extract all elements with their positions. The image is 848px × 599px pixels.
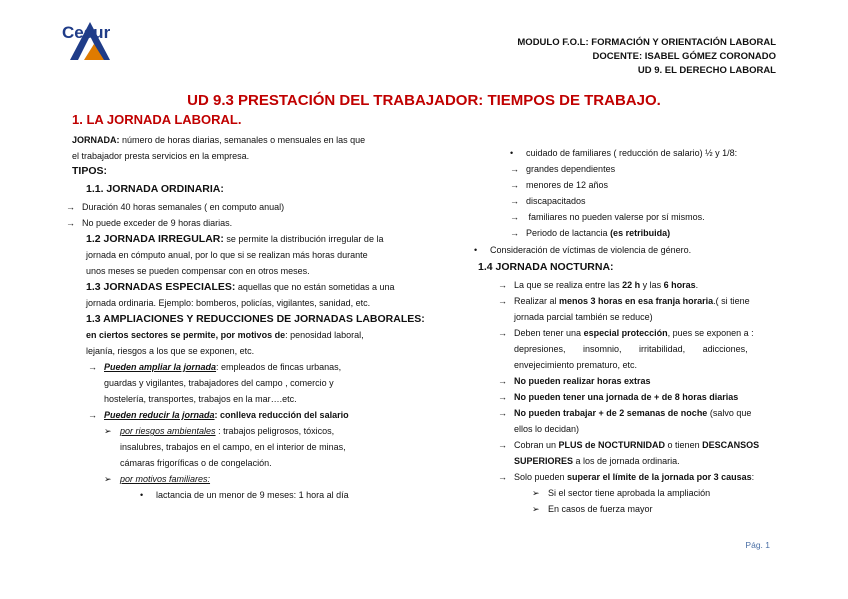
arrow-icon: → <box>510 164 519 174</box>
heading-1-1: 1.1. JORNADA ORDINARIA: <box>86 183 224 195</box>
motivos-line: en ciertos sectores se permite, por motivos de: penosidad laboral, <box>86 330 364 340</box>
text-line: hostelería, transportes, trabajos en la mar….etc. <box>104 394 297 404</box>
arrow-icon: → <box>498 472 507 482</box>
arrow-icon: → <box>498 440 507 450</box>
arrow-icon: → <box>498 296 507 306</box>
list-item: → Deben tener una especial protección, pues se exponen a : <box>498 325 754 341</box>
text-line: envejecimiento prematuro, etc. <box>514 360 638 370</box>
list-item: → No pueden trabajar + de 2 semanas de noche (salvo que <box>498 405 751 421</box>
bullet-icon: • <box>140 490 144 500</box>
arrow-icon: → <box>510 228 519 238</box>
list-item: → Periodo de lactancia (es retribuida) <box>510 225 670 241</box>
cuidado-item: • cuidado de familiares ( reducción de salario) ½ y 1/8: <box>510 145 737 161</box>
tipos-label: TIPOS: <box>72 165 108 177</box>
list-item: → No pueden tener una jornada de + de 8 horas diarias <box>498 389 738 405</box>
lactancia-item: • lactancia de un menor de 9 meses: 1 hora al día <box>140 487 349 503</box>
section-1-heading: 1. LA JORNADA LABORAL. <box>72 112 242 127</box>
bullet-icon: • <box>510 148 514 158</box>
arrow-icon: → <box>510 180 519 190</box>
heading-1-2: 1.2 JORNADA IRREGULAR: <box>86 233 224 245</box>
list-item: → Cobran un PLUS de NOCTURNIDAD o tienen DESCANSOS <box>498 437 759 453</box>
text-line: cámaras frigoríficas o de congelación. <box>120 458 272 468</box>
list-item: → menores de 12 años <box>510 177 608 193</box>
text-line: jornada ordinaria. Ejemplo: bomberos, policías, vigilantes, sanidad, etc. <box>86 298 371 308</box>
arrow-icon: → <box>498 408 507 418</box>
jornada-label: JORNADA: <box>72 135 120 145</box>
arrowhead-icon: ➢ <box>104 426 112 436</box>
heading-1-4: 1.4 JORNADA NOCTURNA: <box>478 261 614 273</box>
list-item: → Realizar al menos 3 horas en esa franja horaria.( si tiene <box>498 293 750 309</box>
list-item: → No pueden realizar horas extras <box>498 373 651 389</box>
arrowhead-icon: ➢ <box>532 488 540 498</box>
text-line: jornada en cómputo anual, por lo que si se realizan más horas durante <box>86 250 368 260</box>
text-line: insalubres, trabajos en el campo, en el interior de minas, <box>120 442 346 452</box>
arrow-icon: → <box>498 328 507 338</box>
arrow-icon: → <box>510 196 519 206</box>
header-unit: UD 9. EL DERECHO LABORAL <box>637 65 776 76</box>
list-item: → Solo pueden superar el límite de la jornada por 3 causas: <box>498 469 754 485</box>
text-line: guardas y vigilantes, trabajadores del campo , comercio y <box>104 378 334 388</box>
jornada-irregular: 1.2 JORNADA IRREGULAR: se permite la distribución irregular de la <box>86 233 384 245</box>
familiares-item: ➢ por motivos familiares: <box>104 471 210 487</box>
arrow-icon: → <box>66 202 75 212</box>
jornada-definition <box>72 132 365 148</box>
heading-1-3: 1.3 JORNADAS ESPECIALES: <box>86 281 236 293</box>
arrow-icon: → <box>498 392 507 402</box>
reducir-item: → Pueden reducir la jornada: conlleva reducción del salario <box>88 407 349 423</box>
cesur-logo <box>60 16 120 60</box>
list-item: ➢ En casos de fuerza mayor <box>532 501 653 517</box>
heading-1-3-ampliaciones: 1.3 AMPLIACIONES Y REDUCCIONES DE JORNADAS LABORALES: <box>86 313 425 325</box>
header-teacher: DOCENTE: ISABEL GÓMEZ CORONADO <box>592 51 776 62</box>
text-line: unos meses se pueden compensar con en otros meses. <box>86 266 310 276</box>
arrowhead-icon: ➢ <box>532 504 540 514</box>
header-module: MODULO F.O.L: FORMACIÓN Y ORIENTACIÓN LABORAL <box>517 37 776 48</box>
list-item: → La que se realiza entre las 22 h y las 6 horas. <box>498 277 698 293</box>
list-item: ➢ Si el sector tiene aprobada la ampliación <box>532 485 710 501</box>
text-line: lejanía, riesgos a los que se exponen, etc. <box>86 346 255 356</box>
jornada-text-line2: el trabajador presta servicios en la empresa. <box>72 151 250 161</box>
arrow-icon: → <box>510 212 519 222</box>
text-line: jornada parcial también se reduce) <box>514 312 653 322</box>
list-item: → No puede exceder de 9 horas diarias. <box>66 215 232 231</box>
riesgos-item: ➢ por riesgos ambientales : trabajos peligrosos, tóxicos, <box>104 423 334 439</box>
bullet-icon: • <box>474 245 478 255</box>
page-number: Pág. 1 <box>745 540 770 550</box>
arrow-icon: → <box>66 218 75 228</box>
page-title: UD 9.3 PRESTACIÓN DEL TRABAJADOR: TIEMPOS DE TRABAJO. <box>187 92 661 109</box>
list-item: → Duración 40 horas semanales ( en computo anual) <box>66 199 284 215</box>
victimas-item: • Consideración de víctimas de violencia de género. <box>474 242 691 258</box>
arrow-icon: → <box>88 362 97 372</box>
arrow-icon: → <box>498 376 507 386</box>
text-line: SUPERIORES a los de jornada ordinaria. <box>514 456 680 466</box>
list-item: → discapacitados <box>510 193 586 209</box>
list-item: → familiares no pueden valerse por sí mismos. <box>510 209 705 225</box>
logo-text: Cesur <box>62 23 111 42</box>
text-line: depresiones, insomnio, irritabilidad, adicciones, <box>514 344 748 354</box>
arrow-icon: → <box>88 410 97 420</box>
list-item: → grandes dependientes <box>510 161 615 177</box>
jornadas-especiales: 1.3 JORNADAS ESPECIALES: aquellas que no están sometidas a una <box>86 281 395 293</box>
ampliar-item: → Pueden ampliar la jornada: empleados de fincas urbanas, <box>88 359 341 375</box>
text-line: ellos lo decidan) <box>514 424 580 434</box>
arrowhead-icon: ➢ <box>104 474 112 484</box>
arrow-icon: → <box>498 280 507 290</box>
jornada-text: número de horas diarias, semanales o mensuales en las que <box>119 135 366 145</box>
